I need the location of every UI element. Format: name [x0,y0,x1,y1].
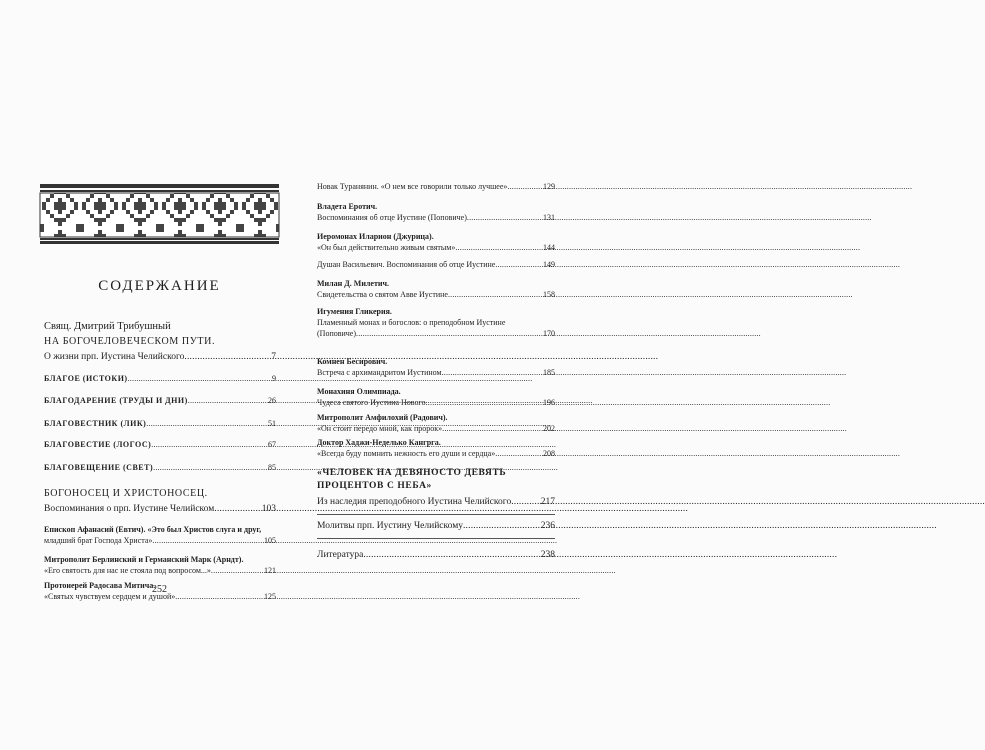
toc-row-text: БЛАГОВЕЩЕНИЕ (СВЕТ) [44,463,154,472]
final-title-line-1: «ЧЕЛОВЕК НА ДЕВЯНОСТО ДЕВЯТЬ [317,468,507,478]
toc-row-text: младший брат Господа Христа» [44,536,153,545]
toc-row-page: 125 [264,592,276,601]
toc-row-text: О жизни прп. Иустина Челийского [44,352,185,362]
toc-row-text: Воспоминания об отце Иустине (Поповиче) [317,213,467,222]
toc-row[interactable] [317,259,555,270]
toc-row-page: 202 [543,424,555,433]
toc-row-text: Новак Туранянин. «О нем все говорили только лучшее» [317,182,508,191]
toc-row-text: «Святых чувствуем сердцем и душой» [44,592,176,601]
toc-row[interactable] [317,549,555,562]
toc-row-text: «Всегда буду помнить нежность его души и сердца» [317,449,496,458]
entry-line: Пламенный монах и богослов: о преподобном Иустине [317,318,506,327]
entry-author: Игумения Гликерия. [317,307,392,316]
toc-row[interactable] [317,423,555,434]
toc-row-page: 67 [268,440,276,449]
toc-row-page: 144 [543,243,555,252]
toc-heading: СОДЕРЖАНИЕ [98,278,221,294]
toc-row-page: 131 [543,213,555,222]
toc-row-text: БЛАГОЕ (ИСТОКИ) [44,374,128,383]
decorative-ornament-band [40,184,279,244]
toc-row-page: 7 [271,352,276,362]
toc-row[interactable] [317,397,555,408]
toc-row[interactable] [44,373,276,384]
toc-row[interactable] [44,418,276,429]
toc-row-text: Встреча с архимандритом Иустином [317,368,442,377]
entry-author: Владета Еротич. [317,202,378,211]
toc-row-text: Из наследия преподобного Иустина Челийского [317,497,512,507]
memoir-author: Митрополит Берлинский и Германский Марк (Арндт). [44,555,244,564]
toc-row[interactable] [44,565,276,576]
toc-row-page: 236 [540,521,555,531]
memoir-author: Протоиерей Радосава Митича. [44,581,156,590]
page-number: 252 [152,584,167,595]
entry-author: Монахиня Олимпиада. [317,387,401,396]
toc-row-text: Воспоминания о прп. Иустине Челийском [44,504,215,514]
toc-row-page: 170 [543,329,555,338]
toc-row[interactable] [317,520,555,533]
entry-author: Милан Д. Милетич. [317,279,390,288]
toc-row-page: 208 [543,449,555,458]
toc-row[interactable] [317,181,555,192]
section-divider [317,514,555,515]
entry-author: Комнен Бесирович. [317,357,388,366]
entry-author: Митрополит Амфилохий (Радович). [317,413,448,422]
section-divider [317,538,555,539]
toc-row[interactable] [317,212,555,223]
entry-author: Иеромонах Иларион (Джурица). [317,232,434,241]
toc-row[interactable] [317,496,555,509]
toc-row-page: 51 [268,419,276,428]
toc-row[interactable] [317,242,555,253]
part2-title: БОГОНОСЕЦ И ХРИСТОНОСЕЦ. [44,488,208,499]
toc-row[interactable] [44,395,276,406]
toc-row[interactable] [44,439,276,450]
toc-row-page: 158 [543,290,555,299]
toc-row-text: Душан Васильевич. Воспоминания об отце Иустине [317,260,496,269]
toc-row-text: БЛАГОДАРЕНИЕ (ТРУДЫ И ДНИ) [44,396,188,405]
toc-row-text: «Он был действительно живым святым» [317,243,456,252]
toc-row-text: (Поповиче) [317,329,357,338]
toc-row-page: 26 [268,396,276,405]
toc-row[interactable] [317,367,555,378]
toc-row[interactable] [44,535,276,546]
toc-row-page: 103 [261,504,276,514]
toc-row-page: 9 [272,374,276,383]
toc-row[interactable] [317,448,555,459]
final-title-line-2: ПРОЦЕНТОВ С НЕБА» [317,481,432,491]
toc-row-page: 129 [543,182,555,191]
toc-row-text: «Он стоит передо мной, как пророк» [317,424,443,433]
toc-row-text: Чудеса святого Иустина Нового [317,398,426,407]
toc-row-page: 217 [540,497,555,507]
toc-row[interactable] [317,328,555,339]
toc-row-text: Молитвы прп. Иустину Челийскому [317,521,463,531]
toc-row-page: 105 [264,536,276,545]
toc-row[interactable] [44,351,276,364]
toc-row-page: 238 [540,550,555,560]
intro-title: НА БОГОЧЕЛОВЕЧЕСКОМ ПУТИ. [44,336,216,347]
toc-row-page: 85 [268,463,276,472]
toc-row-page: 185 [543,368,555,377]
toc-row-text: БЛАГОВЕСТИЕ (ЛОГОС) [44,440,152,449]
toc-row-page: 196 [543,398,555,407]
toc-row-page: 149 [543,260,555,269]
entry-author: Доктор Хаджи-Неделько Кангрга. [317,438,441,447]
toc-row[interactable] [44,462,276,473]
toc-row-text: Свидетельства о святом Авве Иустине [317,290,448,299]
toc-row-text: «Его святость для нас не стояла под вопросом...» [44,566,211,575]
toc-row-page: 121 [264,566,276,575]
toc-row[interactable] [44,503,276,516]
toc-row-text: БЛАГОВЕСТНИК (ЛИК) [44,419,147,428]
memoir-author: Епископ Афанасий (Евтич). «Это был Христов слуга и друг, [44,525,262,534]
intro-author: Свящ. Дмитрий Трибушный [44,321,171,332]
toc-row[interactable] [317,289,555,300]
toc-row-text: Литература [317,550,364,560]
